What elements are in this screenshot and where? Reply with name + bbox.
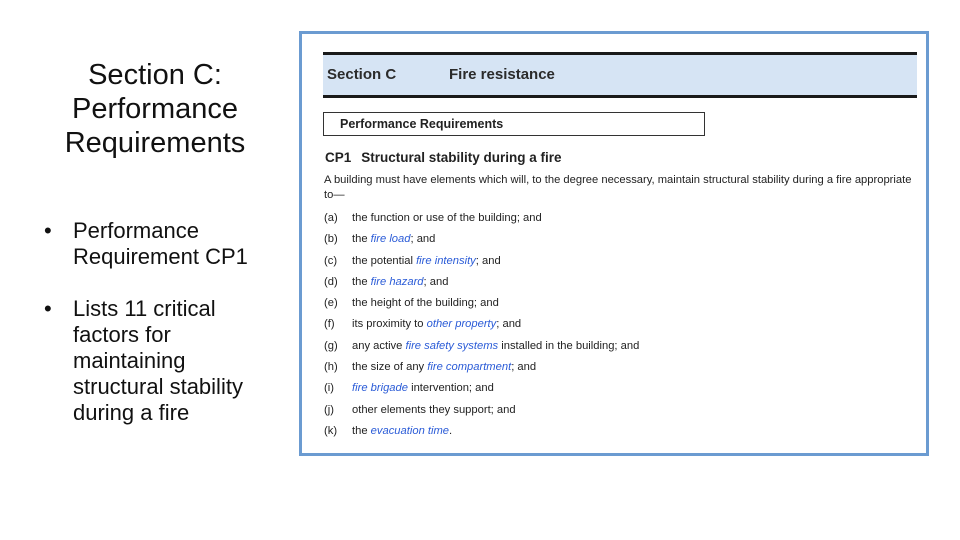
item-text-after: ; and <box>496 318 522 331</box>
item-text-before: any active <box>352 339 406 352</box>
section-name: Fire resistance <box>449 66 555 83</box>
requirement-item <box>324 378 639 399</box>
item-text-after: ; and <box>475 254 501 267</box>
item-text-before: the height of the building; and <box>352 297 499 310</box>
requirement-item <box>324 314 639 335</box>
item-label: (e) <box>324 297 338 310</box>
section-header-bar <box>323 52 917 98</box>
item-text-before: other elements they support; and <box>352 403 516 416</box>
item-defined-term: fire brigade <box>352 382 408 395</box>
item-label: (a) <box>324 212 338 224</box>
item-defined-term: fire compartment <box>427 361 512 374</box>
item-defined-term: evacuation time <box>370 424 450 437</box>
item-text-before: the potential <box>352 254 417 267</box>
item-defined-term: fire hazard <box>370 275 424 288</box>
item-label: (b) <box>324 233 338 246</box>
item-text-after: ; and <box>511 361 537 374</box>
item-text-before: the <box>352 233 371 246</box>
item-text-before: the size of any <box>352 361 428 374</box>
section-code: Section C <box>327 66 397 83</box>
document-excerpt-frame <box>299 31 929 456</box>
item-defined-term: other property <box>426 318 497 331</box>
item-label: (h) <box>324 361 338 374</box>
item-text-before: the <box>352 275 371 288</box>
item-label: (g) <box>324 339 338 352</box>
bullet-item <box>40 218 280 270</box>
requirement-code: CP1 <box>325 150 352 165</box>
item-text-after: intervention; and <box>407 382 494 395</box>
requirement-item <box>324 208 639 229</box>
item-label: (c) <box>324 254 338 267</box>
bullet-text: Lists 11 critical factors for maintaining structural stability during a fire <box>73 296 243 425</box>
bullet-dot-icon: • <box>44 218 52 243</box>
item-text-after: installed in the building; and <box>498 339 640 352</box>
item-text-after: ; and <box>423 275 449 288</box>
item-defined-term: fire load <box>370 233 411 246</box>
bullet-dot-icon: • <box>44 296 52 321</box>
requirement-item <box>324 421 639 442</box>
item-label: (j) <box>324 403 334 416</box>
item-text-before: the function or use of the building; and <box>352 212 542 224</box>
requirement-item <box>324 336 639 357</box>
requirement-item <box>324 400 639 421</box>
item-label: (i) <box>324 382 334 395</box>
slide-title: Section C: Performance Requirements <box>64 59 246 159</box>
item-defined-term: fire safety systems <box>405 339 499 352</box>
item-text-before: its proximity to <box>352 318 427 331</box>
item-label: (d) <box>324 275 338 288</box>
item-defined-term: fire intensity <box>416 254 476 267</box>
requirement-title: Structural stability during a fire <box>361 150 562 165</box>
bullet-list <box>40 218 280 452</box>
requirement-item <box>324 357 639 378</box>
requirement-item <box>324 272 639 293</box>
performance-requirements-label: Performance Requirements <box>323 112 705 136</box>
bullet-item <box>40 296 280 426</box>
requirement-item <box>324 251 639 272</box>
requirement-items-list <box>324 208 639 442</box>
requirement-item <box>324 293 639 314</box>
item-text-after: . <box>449 424 453 437</box>
item-label: (f) <box>324 318 335 331</box>
item-text-before: the <box>352 424 371 437</box>
item-label: (k) <box>324 424 338 437</box>
item-text-after: ; and <box>410 233 436 246</box>
requirement-intro: A building must have elements which will, to the degree necessary, maintain structural stability during a fire appropriate to— <box>324 174 912 201</box>
requirement-item <box>324 229 639 250</box>
requirement-heading <box>325 150 562 165</box>
bullet-text: Performance Requirement CP1 <box>73 218 248 269</box>
